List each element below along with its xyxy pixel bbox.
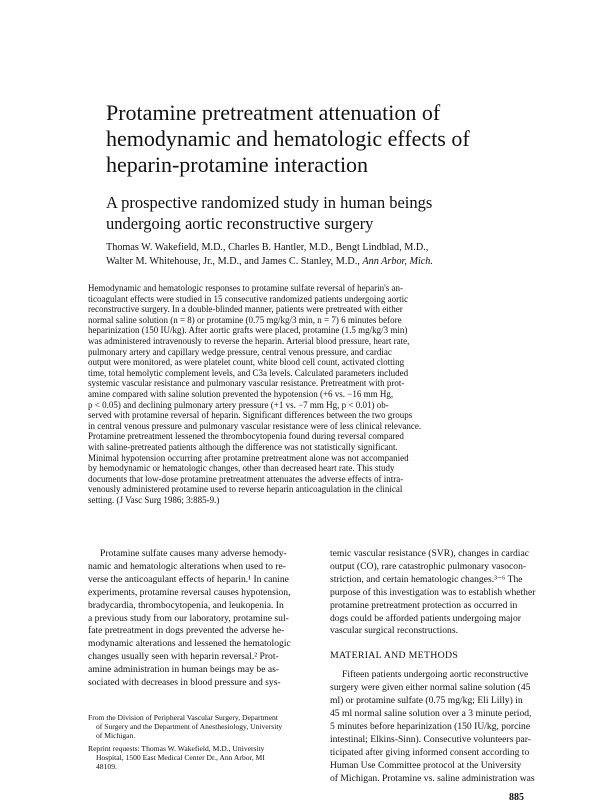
abstract-line: systemic vascular resistance and pulmonary vascular resistance. Pretreatment with prot-	[88, 378, 405, 389]
methods-line: ticipated after giving informed consent according to	[330, 746, 530, 758]
abstract-line: reconstructive surgery. In a double-blinded manner, patients were pretreated with either	[88, 304, 403, 315]
methods-line: Fifteen patients undergoing aortic reconstructive	[342, 669, 529, 681]
subtitle-line: undergoing aortic reconstructive surgery	[106, 214, 374, 233]
body-line: experiments, protamine reversal causes hypotension,	[88, 586, 291, 598]
abstract-line: heparinization (150 IU/kg). After aortic grafts were placed, protamine (1.5 mg/kg/3 min)	[88, 325, 408, 336]
body-line: Protamine sulfate causes many adverse hemody-	[100, 548, 287, 559]
title-line: heparin-protamine interaction	[106, 152, 369, 177]
title-line: Protamine pretreatment attenuation of	[106, 100, 441, 125]
methods-line: 5 minutes before heparinization (150 IU/kg, porcine	[330, 720, 531, 732]
abstract-line: was administered intravenously to reverse the heparin. Arterial blood pressure, heart rate,	[88, 335, 410, 346]
author-line: Thomas W. Wakefield, M.D., Charles B. Hantler, M.D., Bengt Lindblad, M.D.,	[106, 242, 429, 253]
methods-line: Human Use Committee protocol at the University	[330, 759, 522, 771]
abstract-line: output were monitored, as were platelet count, white blood cell count, activated clotting	[88, 357, 405, 368]
body-line: namic and hematologic alterations when used to re-	[88, 560, 286, 572]
abstract-line: Hemodynamic and hematologic responses to protamine sulfate reversal of heparin's an-	[88, 283, 404, 293]
abstract-line: ticoagulant effects were studied in 15 consecutive randomized patients undergoing aortic	[88, 293, 409, 304]
methods-line: ml) or protamine sulfate (0.75 mg/kg; Eli Lilly) in	[330, 695, 523, 707]
abstract-line: p < 0.05) and declining pulmonary artery pressure (+1 vs. −7 mm Hg, p < 0.01) ob-	[88, 399, 389, 410]
body-line: striction, and certain hematologic changes.³⁻⁶ The	[330, 573, 523, 585]
body-line: sociated with decreases in blood pressure and sys-	[88, 677, 281, 689]
footnote-line: From the Division of Peripheral Vascular Surgery, Department	[88, 713, 278, 722]
body-line: output (CO), rare catastrophic pulmonary vasocon-	[330, 560, 527, 572]
abstract-line: time, total hemolytic complement levels, and C3a levels. Calculated parameters included	[88, 367, 409, 378]
article-subtitle	[106, 192, 526, 234]
methods-line: 45 ml normal saline solution over a 3 minute period,	[330, 707, 532, 719]
methods-line: surgery were given either normal saline solution (45	[330, 682, 531, 694]
abstract-line: served with protamine reversal of heparin. Significant differences between the two groups	[88, 410, 413, 421]
abstract-line: documents that low-dose protamine pretreatment attenuates the adverse effects of intra-	[88, 473, 404, 484]
body-right-column	[330, 548, 536, 785]
body-line: protamine pretreatment protection as occurred in	[330, 599, 518, 611]
abstract-line: amine compared with saline solution prevented the hypotension (+6 vs. −16 mm Hg,	[88, 388, 394, 399]
subtitle-line: A prospective randomized study in human beings	[106, 193, 433, 212]
abstract-line: venously administered protamine used to reverse heparin anticoagulation in the clinical	[88, 484, 403, 495]
footnotes	[88, 713, 310, 771]
footnote-line: of Michigan.	[96, 731, 136, 741]
body-line: vascular surgical reconstructions.	[330, 625, 458, 637]
abstract-line: with saline-pretreated patients although the difference was not statistically significant.	[88, 441, 398, 452]
body-line: changes usually seen with heparin reversal.² Prot-	[88, 651, 279, 663]
author-location: Ann Arbor, Mich.	[362, 256, 433, 267]
footnote-line: Reprint requests: Thomas W. Wakefield, M.D., University	[88, 743, 265, 753]
abstract-line: Minimal hypotension occurring after protamine pretreatment alone was not accompanied	[88, 452, 409, 463]
abstract	[88, 283, 528, 505]
body-line: purpose of this investigation was to establish whether	[330, 586, 536, 598]
article-title	[106, 100, 526, 178]
abstract-line: setting. (J Vasc Surg 1986; 3:885-9.)	[88, 494, 220, 505]
abstract-line: Protamine pretreatment lessened the thrombocytopenia found during reversal compared	[88, 431, 404, 442]
abstract-line: normal saline solution (n = 8) or protamine (0.75 mg/kg/3 min, n = 7) 6 minutes before	[88, 314, 402, 325]
section-heading: MATERIAL AND METHODS	[330, 650, 459, 662]
methods-line: intestinal; Elkins-Sinn). Consecutive volunteers par-	[330, 733, 531, 745]
page-number: 885	[509, 792, 524, 803]
body-line: bradycardia, thrombocytopenia, and leukopenia. In	[88, 599, 284, 611]
title-line: hemodynamic and hematologic effects of	[106, 126, 470, 151]
author-line	[106, 255, 526, 269]
abstract-line: in central venous pressure and pulmonary vascular resistance were of less clinical relevance.	[88, 420, 422, 431]
body-line: dogs could be afforded patients undergoing major	[330, 612, 521, 624]
body-line: verse the anticoagulant effects of heparin.¹ In canine	[88, 573, 289, 585]
body-line: fate pretreatment in dogs prevented the adverse he-	[88, 625, 285, 637]
footnote-line: Hospital, 1500 East Medical Center Dr., Ann Arbor, MI	[96, 752, 265, 762]
abstract-line: by hemodynamic or hematologic changes, other than decreased heart rate. This study	[88, 463, 395, 474]
body-line: modynamic alterations and lessened the hematologic	[88, 638, 291, 650]
footnote-line: of Surgery and the Department of Anesthesiology, University	[96, 722, 283, 732]
body-line: a previous study from our laboratory, protamine sul-	[88, 612, 289, 624]
methods-line: of Michigan. Protamine vs. saline administration was	[330, 772, 535, 784]
footnote-line: 48109.	[96, 762, 117, 772]
body-line: amine administration in human beings may be as-	[88, 664, 280, 676]
author-names: Walter M. Whitehouse, Jr., M.D., and James C. Stanley, M.D.,	[106, 256, 360, 267]
abstract-line: pulmonary artery and capillary wedge pressure, central venous pressure, and cardiac	[88, 346, 392, 357]
body-left-column	[88, 548, 310, 690]
body-line: temic vascular resistance (SVR), changes in cardiac	[330, 548, 529, 559]
author-list	[106, 241, 526, 269]
